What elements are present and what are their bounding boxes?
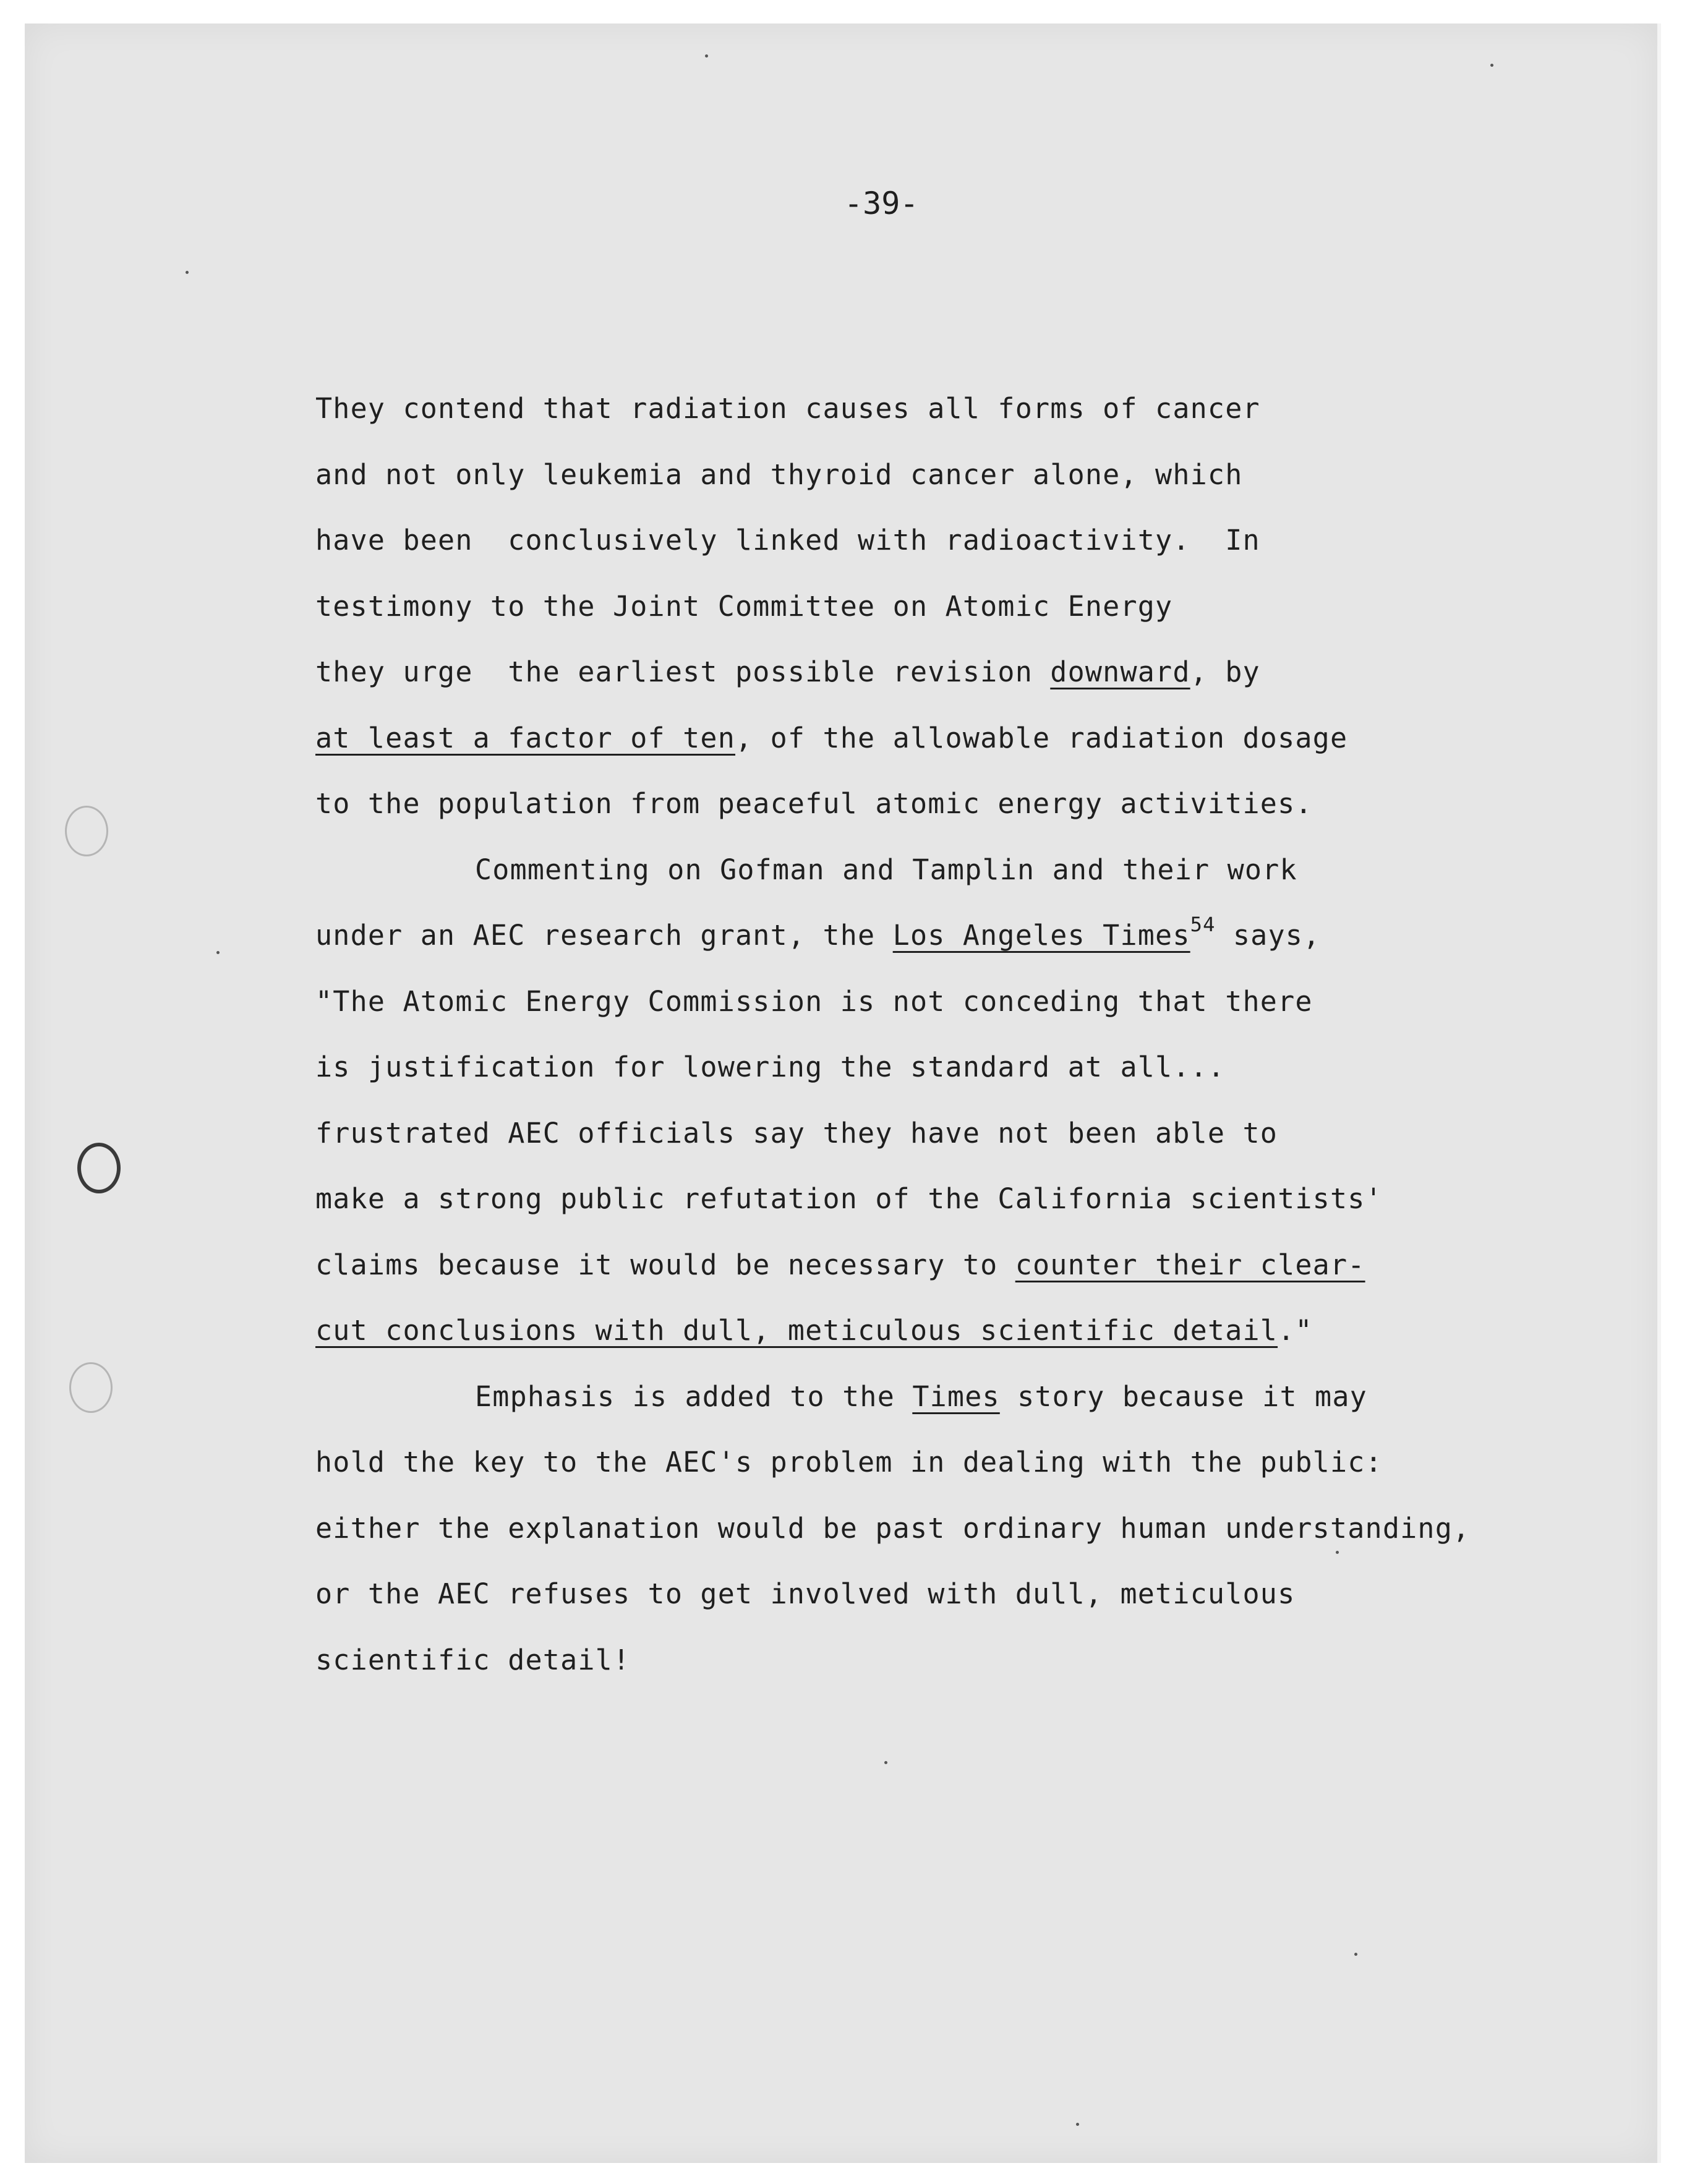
text-line — [315, 639, 1626, 706]
text-segment: have been conclusively linked with radioactivity. In — [315, 524, 1260, 557]
paper-speck — [705, 54, 708, 58]
page-number: -39- — [844, 186, 919, 221]
text-line — [315, 442, 1626, 508]
underlined-text: downward — [1050, 655, 1190, 688]
document-body — [315, 376, 1626, 1693]
text-segment: they urge the earliest possible revision — [315, 655, 1051, 688]
paragraph — [315, 1364, 1626, 1694]
underlined-text: Los Angeles Times — [892, 919, 1190, 952]
text-line — [315, 969, 1626, 1035]
text-line — [315, 1101, 1626, 1167]
text-segment: make a strong public refutation of the California scientists' — [315, 1182, 1383, 1215]
text-segment: ." — [1278, 1314, 1313, 1347]
text-line — [315, 1364, 1626, 1430]
footnote-marker: 54 — [1190, 913, 1216, 936]
text-segment: , of the allowable radiation dosage — [735, 721, 1348, 754]
text-segment: says, — [1215, 919, 1321, 952]
paper-speck — [884, 1761, 887, 1764]
text-segment: testimony to the Joint Committee on Atomic Energy — [315, 589, 1173, 623]
text-segment: is justification for lowering the standard at all... — [315, 1051, 1226, 1083]
underlined-text: at least a factor of ten — [315, 721, 736, 754]
paper-speck — [186, 271, 189, 274]
underlined-text: cut conclusions with dull, meticulous scientific detail — [315, 1314, 1278, 1347]
underlined-text: Times — [912, 1380, 1000, 1413]
text-segment: story because it may — [999, 1380, 1367, 1413]
text-line — [315, 837, 1626, 903]
underlined-text: counter their clear- — [1015, 1248, 1365, 1281]
text-line — [315, 1034, 1626, 1101]
binder-hole-bottom — [69, 1362, 113, 1413]
text-line — [315, 376, 1626, 442]
text-segment: under an AEC research grant, the — [315, 919, 893, 952]
binder-hole-top — [65, 806, 108, 856]
text-segment: , by — [1190, 655, 1260, 688]
text-line — [315, 903, 1626, 969]
paper-speck — [1354, 1953, 1357, 1956]
paper-speck — [1490, 64, 1493, 67]
text-segment: hold the key to the AEC's problem in dealing with the public: — [315, 1446, 1383, 1478]
text-line — [315, 1298, 1626, 1364]
text-line — [315, 1430, 1626, 1496]
text-line — [315, 1232, 1626, 1299]
text-segment: and not only leukemia and thyroid cancer alone, which — [315, 458, 1243, 491]
text-segment: "The Atomic Energy Commission is not conceding that there — [315, 984, 1313, 1018]
text-segment: Commenting on Gofman and Tamplin and their work — [475, 853, 1297, 886]
paper-speck — [1076, 2123, 1079, 2126]
text-line — [315, 508, 1626, 574]
paragraph — [315, 837, 1626, 1364]
text-segment: scientific detail! — [315, 1643, 631, 1676]
text-segment: frustrated AEC officials say they have not been able to — [315, 1116, 1278, 1150]
text-segment: to the population from peaceful atomic energy activities. — [315, 787, 1313, 820]
text-segment: either the explanation would be past ordinary human understanding, — [315, 1511, 1471, 1545]
text-segment: or the AEC refuses to get involved with dull, meticulous — [315, 1577, 1296, 1610]
paper-speck — [216, 951, 220, 954]
text-line — [315, 1561, 1626, 1627]
text-line — [315, 706, 1626, 772]
binder-hole-middle — [77, 1143, 121, 1193]
text-line — [315, 574, 1626, 640]
text-segment: Emphasis is added to the — [475, 1380, 913, 1413]
text-segment: claims because it would be necessary to — [315, 1248, 1015, 1281]
text-line — [315, 1166, 1626, 1232]
text-line — [315, 771, 1626, 837]
text-line — [315, 1496, 1626, 1562]
paragraph — [315, 376, 1626, 837]
text-segment: They contend that radiation causes all forms of cancer — [315, 392, 1260, 425]
text-line — [315, 1627, 1626, 1694]
